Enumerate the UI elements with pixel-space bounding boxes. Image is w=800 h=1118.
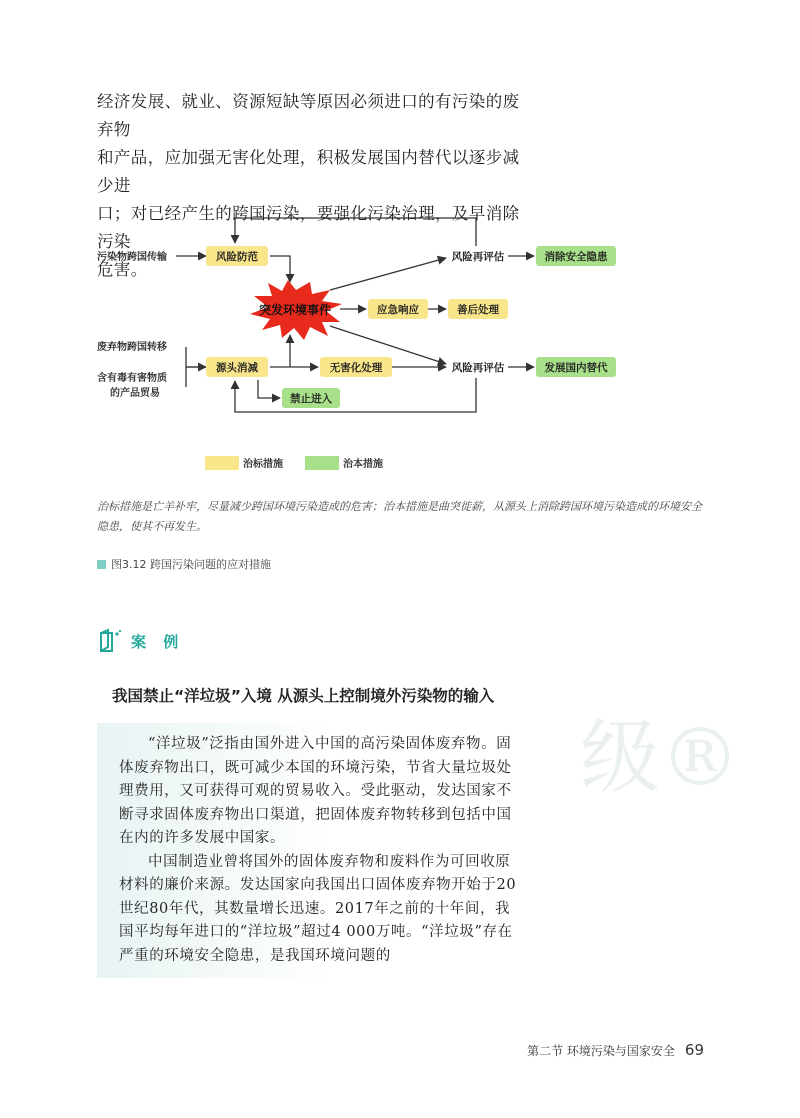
source-toxic-trade-line2: 的产品贸易: [110, 388, 160, 399]
node-aftermath: [448, 299, 508, 319]
case-header: [97, 628, 184, 654]
node-label: 消除安全隐患: [544, 251, 608, 263]
page-footer: [527, 1041, 704, 1059]
diagram-legend: [205, 456, 383, 470]
intro-line: 口；对已经产生的跨国污染，要强化污染治理，及早消除污染: [97, 204, 520, 251]
figure-title: [97, 556, 271, 572]
node-risk-reassess-bottom: 风险再评估: [451, 362, 505, 374]
node-label: 禁止进入: [290, 393, 332, 405]
figure-caption-note: 治标措施是亡羊补牢，尽量减少跨国环境污染造成的危害；治本措施是曲突徙薪，从源头上消除跨国环境污染造成的环境安全隐患，使其不再发生。: [97, 500, 702, 533]
node-label: 发展国内替代: [544, 362, 608, 374]
response-measures-diagram: [0, 205, 800, 490]
watermark-text: 级®: [580, 711, 740, 804]
node-eliminate-hazard: [536, 246, 616, 266]
legend-root: 治本措施: [343, 459, 383, 470]
source-pollutant-transport: 污染物跨国传输: [97, 252, 167, 263]
source-toxic-trade-line1: 含有毒有害物质: [97, 373, 167, 384]
intro-line: 和产品，应加强无害化处理，积极发展国内替代以逐步减少进: [97, 148, 520, 195]
node-source-reduction: [206, 357, 268, 377]
case-title: 我国禁止“洋垃圾”入境 从源头上控制境外污染物的输入: [112, 687, 495, 705]
sudden-event-burst: [250, 280, 342, 340]
node-domestic-substitute: [536, 357, 616, 377]
case-paragraph: 中国制造业曾将国外的固体废弃物和废料作为可回收原材料的廉价来源。发达国家向我国出口固体废弃物开始于20世纪80年代，其数量增长迅速。2017年之前的十年间，我国平均每年进口的“洋垃圾”超过4 000万吨。“洋垃圾”存在严重的环境安全隐患，是我国环境问题的: [119, 853, 517, 964]
legend-symptom: 治标措施: [243, 459, 283, 470]
case-content-box: [97, 723, 527, 978]
case-body: [119, 733, 517, 968]
node-emergency-response: [368, 299, 428, 319]
node-risk-reassess-top: 风险再评估: [451, 251, 505, 263]
sudden-event-label: 突发环境事件: [258, 303, 332, 317]
node-label: 应急响应: [377, 304, 419, 316]
case-book-icon: [97, 628, 123, 654]
intro-line: 危害。: [97, 260, 148, 279]
node-label: 无害化处理: [329, 362, 383, 374]
node-risk-prevention: [206, 246, 268, 266]
node-label: 源头消减: [216, 362, 258, 374]
footer-section: 第二节 环境污染与国家安全: [527, 1043, 675, 1058]
figure-marker-icon: [97, 560, 106, 569]
node-label: 善后处理: [457, 304, 499, 316]
intro-line: 经济发展、就业、资源短缺等原因必须进口的有污染的废弃物: [97, 92, 520, 139]
node-ban-import: [282, 388, 340, 408]
legend-swatch-symptom: [205, 456, 239, 470]
page-number: 69: [684, 1041, 704, 1059]
figure-title-text: 图3.12 跨国污染问题的应对措施: [111, 558, 271, 571]
case-label: 案 例: [131, 632, 185, 651]
source-waste-transfer: 废弃物跨国转移: [97, 342, 167, 353]
node-label: 风险防范: [216, 251, 258, 263]
node-harmless-treatment: [320, 357, 392, 377]
legend-swatch-root: [305, 456, 339, 470]
case-paragraph: “洋垃圾”泛指由国外进入中国的高污染固体废弃物。固体废弃物出口，既可减少本国的环境污染，节省大量垃圾处理费用，又可获得可观的贸易收入。受此驱动，发达国家不断寻求固体废弃物出口渠道，把固体废弃物转移到包括中国在内的许多发展中国家。: [119, 736, 512, 846]
